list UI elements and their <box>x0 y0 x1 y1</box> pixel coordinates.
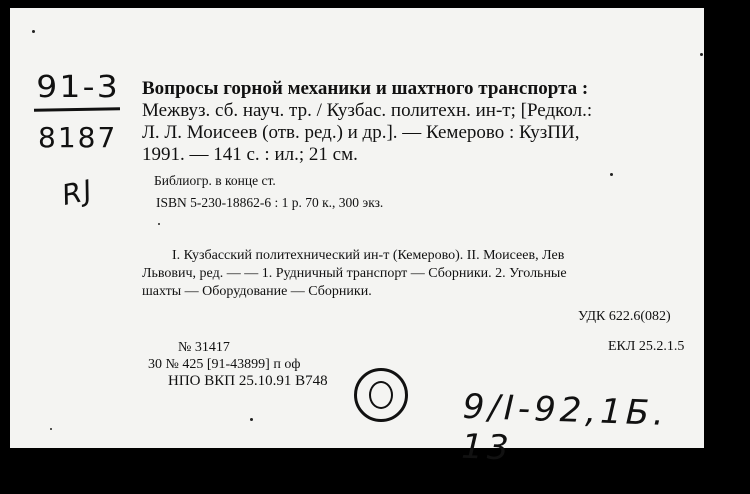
print-order: 30 № 425 [91-43899] п оф <box>148 357 301 372</box>
ekl-code: ЕКЛ 25.2.1.5 <box>608 339 685 354</box>
ink-speck <box>250 418 253 421</box>
ink-speck <box>32 30 35 33</box>
udc-code: УДК 622.6(082) <box>578 309 671 324</box>
library-stamp <box>354 368 408 422</box>
ink-speck <box>158 223 160 225</box>
entry-line-2: Межвуз. сб. науч. тр. / Кузбас. политехн. ин-т; [Редкол.: <box>142 100 593 121</box>
subject-line-3: шахты — Оборудование — Сборники. <box>142 284 372 299</box>
handwritten-initials: RJ <box>58 173 97 212</box>
ink-speck <box>610 173 613 176</box>
ink-speck <box>50 428 52 430</box>
entry-title: Вопросы горной механики и шахтного транспорта : <box>142 78 589 99</box>
shelf-mark-divider <box>34 107 120 112</box>
subject-line-1: I. Кузбасский политехнический ин-т (Кемерово). II. Моисеев, Лев <box>172 248 565 263</box>
shelf-mark-top: 91-3 <box>36 70 120 105</box>
ink-speck <box>700 53 703 56</box>
acquisition-note: 9/I-92,1Б. 13 <box>460 386 669 469</box>
entry-line-4: 1991. — 141 с. : ил.; 21 см. <box>142 144 358 165</box>
entry-isbn: ISBN 5-230-18862-6 : 1 р. 70 к., 300 экз. <box>156 195 384 210</box>
entry-bibliography-note: Библиогр. в конце ст. <box>154 173 276 188</box>
shelf-mark-bottom: 8187 <box>38 121 118 154</box>
registration-block <box>148 339 328 390</box>
registration-number: № 31417 <box>178 340 230 355</box>
subject-headings <box>142 247 567 301</box>
entry-line-3: Л. Л. Моисеев (отв. ред.) и др.]. — Кемерово : КузПИ, <box>142 122 580 143</box>
print-organization: НПО ВКП 25.10.91 В748 <box>168 373 328 389</box>
catalog-card <box>10 8 704 469</box>
subject-line-2: Львович, ред. — — 1. Рудничный транспорт — Сборники. 2. Угольные <box>142 266 567 281</box>
bibliographic-entry <box>142 78 592 214</box>
